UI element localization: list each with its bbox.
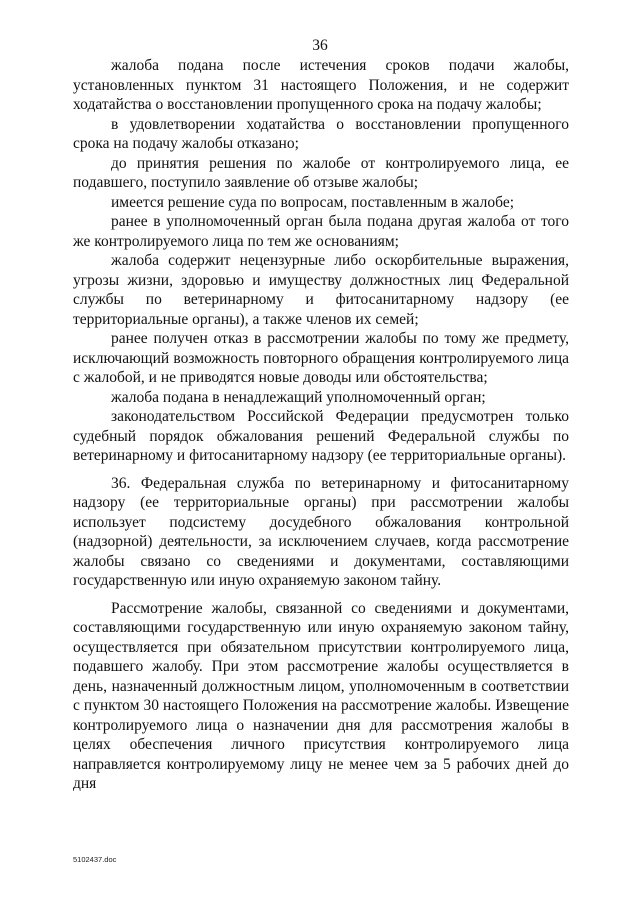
paragraph: ранее в уполномоченный орган была подана другая жалоба от того же контролируемого лица по тем же основаниям; bbox=[73, 213, 569, 250]
page-number: 36 bbox=[312, 37, 328, 54]
paragraph: Рассмотрение жалобы, связанной со сведениями и документами, составляющими государственную или иную охраняемую законом тайну, осуществляется при обязательном присутствии контролируемого лица, подавшего жалобу. При этом рассмотрение жалобы осуществляется в день, назначенный должностным лицом, уполномоченным в соответствии с пунктом 30 настоящего Положения на рассмотрение жалобы. Извещение контролируемого лица о назначении дня для рассмотрения жалобы в целях обеспечения личного присутствия контролируемого лица направляется контролируемому лицу не менее чем за 5 рабочих дней до дня bbox=[73, 599, 569, 792]
paragraph: имеется решение суда по вопросам, поставленным в жалобе; bbox=[111, 193, 514, 211]
document-filename-footer: 5102437.doc bbox=[73, 855, 117, 864]
paragraph: законодательством Российской Федерации предусмотрен только судебный порядок обжалования решений Федеральной службы по ветеринарному и фитосанитарному надзору (ее территориальные органы). bbox=[73, 408, 569, 464]
paragraph-item-36: 36. Федеральная служба по ветеринарному и фитосанитарному надзору (ее территориальные органы) при рассмотрении жалобы использует подсистему досудебного обжалования контрольной (надзорной) деятельности, за исключением случаев, когда рассмотрение жалобы связано со сведениями и документами, составляющими государственную или иную охраняемую законом тайну. bbox=[73, 474, 569, 589]
paragraph: жалоба содержит нецензурные либо оскорбительные выражения, угрозы жизни, здоровью и имуществу должностных лиц Федеральной службы по ветеринарному и фитосанитарному надзору (ее территориальные органы), а также членов их семей; bbox=[73, 252, 569, 328]
paragraph: ранее получен отказ в рассмотрении жалобы по тому же предмету, исключающий возможность повторного обращения контролируемого лица с жалобой, и не приводятся новые доводы или обстоятельства; bbox=[73, 330, 569, 386]
paragraph: до принятия решения по жалобе от контролируемого лица, ее подавшего, поступило заявление об отзыве жалобы; bbox=[73, 154, 569, 191]
paragraph: жалоба подана после истечения сроков подачи жалобы, установленных пунктом 31 настоящего Положения, и не содержит ходатайства о восстановлении пропущенного срока на подачу жалобы; bbox=[73, 57, 569, 113]
document-body bbox=[73, 56, 569, 794]
paragraph: жалоба подана в ненадлежащий уполномоченный орган; bbox=[111, 388, 486, 406]
paragraph: в удовлетворении ходатайства о восстановлении пропущенного срока на подачу жалобы отказано; bbox=[73, 115, 569, 152]
